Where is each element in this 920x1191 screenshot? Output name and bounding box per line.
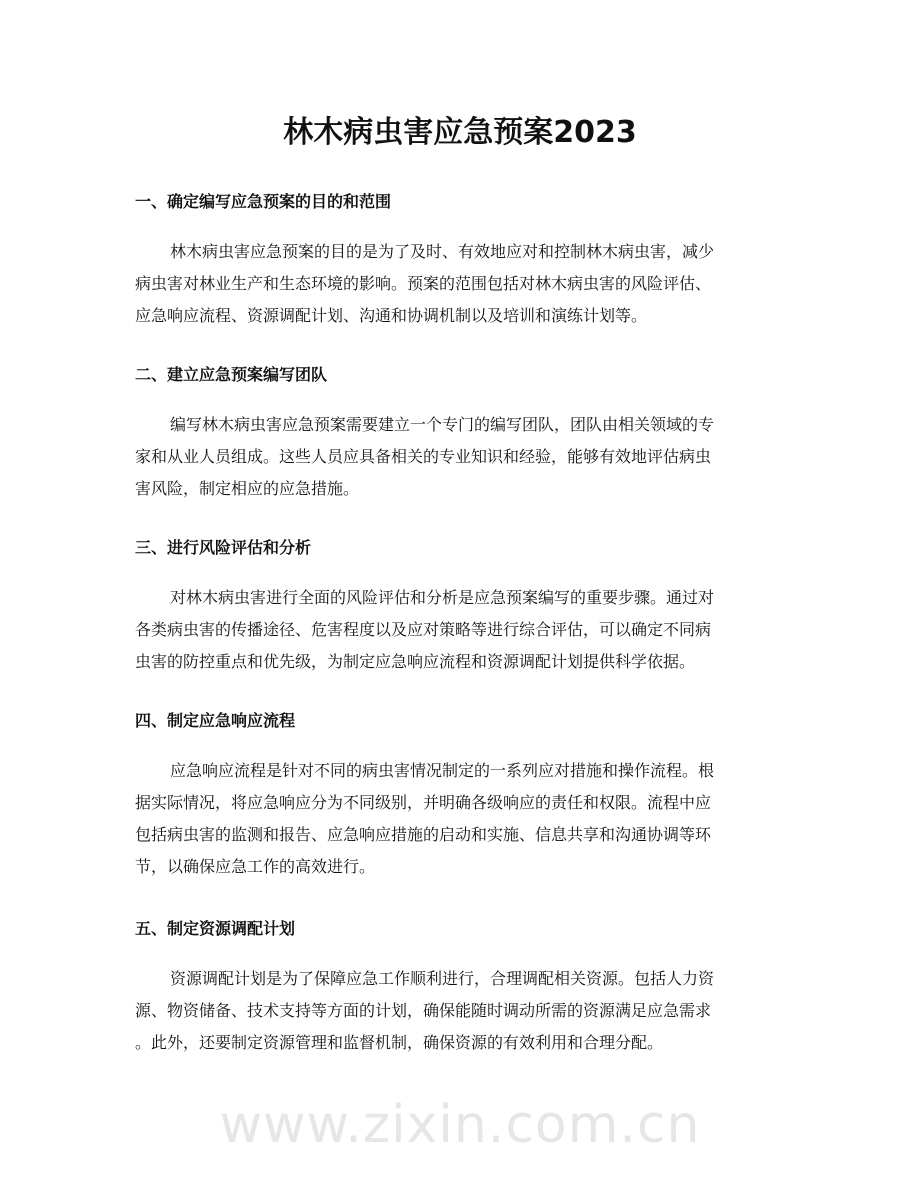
paragraph-line: 。此外，还要制定资源管理和监督机制，确保资源的有效利用和合理分配。 bbox=[135, 1033, 664, 1052]
section bbox=[135, 917, 795, 1059]
paragraph-line: 包括病虫害的监测和报告、应急响应措施的启动和实施、信息共享和沟通协调等环 bbox=[135, 825, 712, 844]
section bbox=[135, 709, 795, 883]
paragraph-line: 资源调配计划是为了保障应急工作顺利进行，合理调配相关资源。包括人力资 bbox=[170, 969, 715, 988]
document-title: 林木病虫害应急预案2023 bbox=[283, 115, 637, 150]
paragraph-line: 编写林木病虫害应急预案需要建立一个专门的编写团队，团队由相关领域的专 bbox=[170, 415, 715, 434]
section-heading: 一、确定编写应急预案的目的和范围 bbox=[135, 192, 392, 211]
paragraph-line: 据实际情况，将应急响应分为不同级别，并明确各级响应的责任和权限。流程中应 bbox=[135, 793, 712, 812]
section-heading: 二、建立应急预案编写团队 bbox=[135, 365, 328, 384]
watermark: www.zixin.com.cn bbox=[219, 1095, 701, 1155]
paragraph-line: 虫害的防控重点和优先级，为制定应急响应流程和资源调配计划提供科学依据。 bbox=[135, 652, 696, 671]
section bbox=[135, 190, 795, 332]
paragraph-line: 应急响应流程、资源调配计划、沟通和协调机制以及培训和演练计划等。 bbox=[135, 306, 648, 325]
paragraph-line: 各类病虫害的传播途径、危害程度以及应对策略等进行综合评估，可以确定不同病 bbox=[135, 620, 712, 639]
paragraph-line: 应急响应流程是针对不同的病虫害情况制定的一系列应对措施和操作流程。根 bbox=[170, 761, 715, 780]
paragraph-line: 对林木病虫害进行全面的风险评估和分析是应急预案编写的重要步骤。通过对 bbox=[170, 588, 715, 607]
paragraph-line: 节，以确保应急工作的高效进行。 bbox=[135, 857, 376, 876]
paragraph-line: 源、物资储备、技术支持等方面的计划，确保能随时调动所需的资源满足应急需求 bbox=[135, 1001, 712, 1020]
section bbox=[135, 363, 795, 505]
paragraph-line: 家和从业人员组成。这些人员应具备相关的专业知识和经验，能够有效地评估病虫 bbox=[135, 447, 712, 466]
paragraph-line: 林木病虫害应急预案的目的是为了及时、有效地应对和控制林木病虫害，减少 bbox=[170, 242, 715, 261]
section-heading: 三、进行风险评估和分析 bbox=[135, 538, 312, 557]
section-heading: 五、制定资源调配计划 bbox=[135, 919, 296, 938]
section bbox=[135, 536, 795, 678]
paragraph-line: 病虫害对林业生产和生态环境的影响。预案的范围包括对林木病虫害的风险评估、 bbox=[135, 274, 712, 293]
paragraph-line: 害风险，制定相应的应急措施。 bbox=[135, 479, 360, 498]
section-heading: 四、制定应急响应流程 bbox=[135, 711, 296, 730]
